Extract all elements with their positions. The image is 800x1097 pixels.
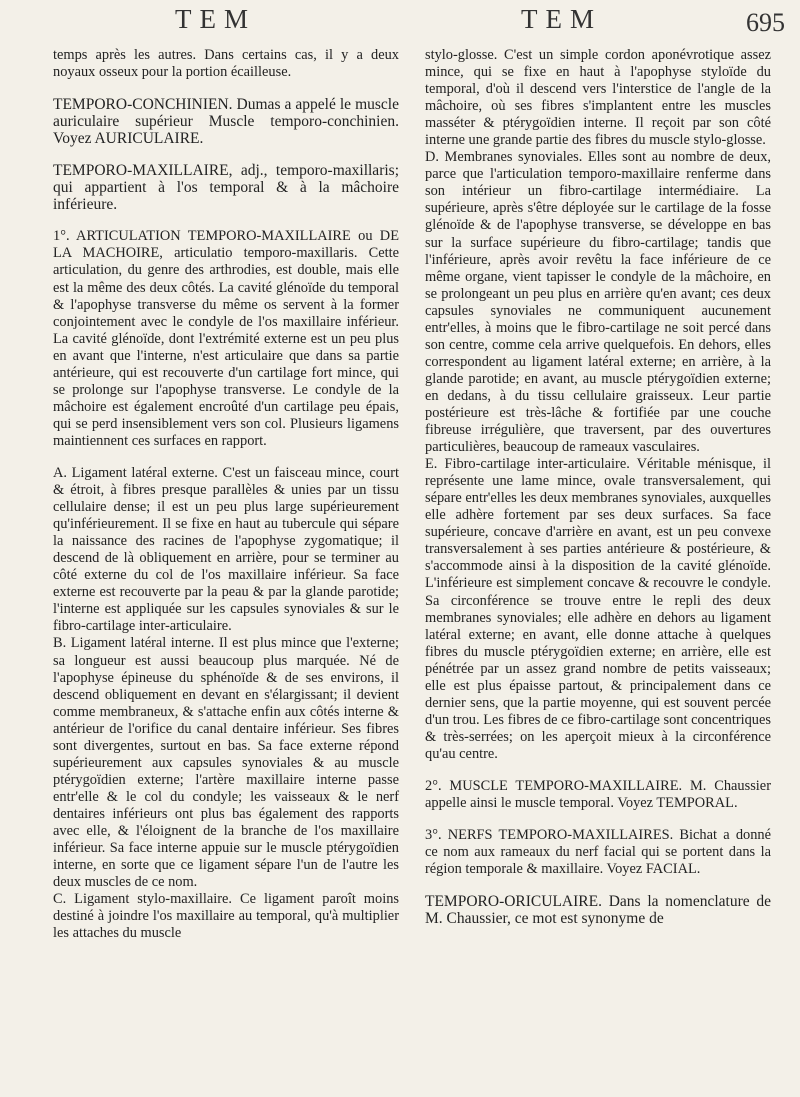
paragraph-ligament-lateral-interne: B. Ligament latéral interne. Il est plus mince que l'externe; sa longueur est aussi beaucoup plus marquée. Né de l'apophyse épineuse du sphénoïde & de ses environs, il descend obliquement en devant en s'élargissant; il devient comme membraneux, & s'attache enfin aux côtés interne & antérieur de l'orifice du canal dentaire inférieur. Ses fibres sont divergentes, surtout en bas. Sa face externe répond supérieurement aux capsules synoviales & au muscle ptérygoïdien externe; l'artère maxillaire interne passe entr'elle & le col du condyle; les vaisseaux & le nerf dentaires inférieurs ont plus bas également des rapports avec elle, & l'éloignent de la branche de l'os maxillaire inférieur. Sa face interne appuie sur le muscle ptérygoïdien interne, en sorte que ce ligament sépare l'un de l'autre les deux muscles de ce nom. [53,635,399,891]
running-head-left: TEM [175,4,256,34]
running-head-right: TEM [521,4,602,34]
entry-temporo-conchinien: TEMPORO-CONCHINIEN. Dumas a appelé le muscle auriculaire supérieur Muscle temporo-conchinien. Voyez AURICULAIRE. [53,96,399,148]
paragraph-articulation: 1°. ARTICULATION TEMPORO-MAXILLAIRE ou DE LA MACHOIRE, articulatio temporo-maxillaris. Cette articulation, du genre des arthrodies, est double, mais elle est la même des deux côtés. La cavité glénoïde du temporal & l'apophyse transverse du même os servent à la former conjointement avec le condyle de l'os maxillaire inférieur. La cavité glénoïde, dont l'extrémité externe est un peu plus en avant que l'interne, n'est articulaire que dans sa partie antérieure, qui est recouverte d'un cartilage fort mince, qui se prolonge sur l'apophyse transverse. Le condyle de la mâchoire est également encroûté d'un cartilage peu épais, qui se perd insensiblement vers son col. Plusieurs ligamens maintiennent ces surfaces en rapport. [53,228,399,449]
page-header [0,4,800,38]
paragraph: temps après les autres. Dans certains cas, il y a deux noyaux osseux pour la portion écailleuse. [53,47,399,81]
paragraph-fibro-cartilage: E. Fibro-cartilage inter-articulaire. Véritable ménisque, il représente une lame mince, ovale transversalement, qui sépare entr'elles les deux membranes synoviales, auxquelles elle adhère fortement par ses deux surfaces. Sa face supérieure, concave d'arrière en avant, est un peu convexe transversalement à ses parties antérieure & postérieure, & s'accommode ainsi à la disposition de la cavité glénoïde. L'inférieure est simplement concave & recouvre le condyle. Sa circonférence se trouve entre le repli des deux membranes synoviales; elle adhère en dehors au ligament latéral externe; en avant, elle donne attache à quelques fibres du muscle ptérygoïdien externe; en arrière, elle est pénétrée par un assez grand nombre de petits vaisseaux; elle est plus épaisse partout, & principalement dans ce dernier sens, que la partie moyenne, qui est souvent percée d'un trou. Les fibres de ce fibro-cartilage sont concentriques & très-serrées; on les aperçoit mieux à la circonférence qu'au centre. [425,456,771,762]
paragraph-nerfs-temporo-maxillaires: 3°. NERFS TEMPORO-MAXILLAIRES. Bichat a donné ce nom aux rameaux du nerf facial qui se portent dans la région temporale & maxillaire. Voyez FACIAL. [425,827,771,878]
right-column [425,47,771,927]
page-number: 695 [746,8,785,37]
paragraph-ligament-lateral-externe: A. Ligament latéral externe. C'est un faisceau mince, court & étroit, à fibres presque parallèles & unies par un tissu cellulaire dense; il est un peu plus large supérieurement qu'inférieurement. Il se fixe en haut au tubercule qui sépare la naissance des racines de l'apophyse zygomatique; il descend de là obliquement en arrière, pour se terminer au côté externe du col de l'os maxillaire inférieur. Sa face externe est recouverte par la peau & par la glande parotide; l'interne est appliquée sur les capsules synoviales & sur le fibro-cartilage inter-articulaire. [53,464,399,635]
paragraph-continued: stylo-glosse. C'est un simple cordon aponévrotique assez mince, qui se fixe en haut à l'apophyse styloïde du temporal, d'où il descend vers l'interstice de l'angle de la mâchoire, où ses fibres s'implantent entre les muscles masséter & ptérygoïdien interne. Il reçoit par son côté interne une grande partie des fibres du muscle stylo-glosse. [425,47,771,149]
paragraph-ligament-stylo-maxillaire: C. Ligament stylo-maxillaire. Ce ligament paroît moins destiné à joindre l'os maxillaire au temporal, qu'à multiplier les attaches du muscle [53,891,399,942]
paragraph-muscle-temporo-maxillaire: 2°. MUSCLE TEMPORO-MAXILLAIRE. M. Chaussier appelle ainsi le muscle temporal. Voyez TEMPORAL. [425,777,771,812]
left-column [53,47,399,942]
entry-temporo-oriculaire: TEMPORO-ORICULAIRE. Dans la nomenclature de M. Chaussier, ce mot est synonyme de [425,893,771,928]
entry-temporo-maxillaire: TEMPORO-MAXILLAIRE, adj., temporo-maxillaris; qui appartient à l'os temporal & à la mâchoire inférieure. [53,162,399,214]
paragraph-membranes-synoviales: D. Membranes synoviales. Elles sont au nombre de deux, parce que l'articulation temporo-maxillaire renferme dans son intérieur un fibro-cartilage intermédiaire. La supérieure, après s'être déployée sur le cartilage de la fosse glénoïde & de l'apophyse transverse, se développe en bas sur la surface supérieure du fibro-cartilage; tandis que l'inférieure, après avoir revêtu la face inférieure de ce même organe, vient tapisser le condyle de la mâchoire, en se prolongeant un peu plus en arrière qu'en avant; ces deux capsules synoviales ne communiquent aucunement entr'elles, à moins que le fibro-cartilage ne soit percé dans son centre, comme cela arrive quelquefois. En dehors, elles correspondent au ligament latéral externe; en arrière, à la glande parotide; en avant, au muscle ptérygoïdien externe; en dedans, à du tissu cellulaire graisseux. Leur partie postérieure est très-lâche & fortifiée par une couche fibreuse irrégulière, que traversent, par des ouvertures particulières, beaucoup de rameaux vasculaires. [425,149,771,456]
